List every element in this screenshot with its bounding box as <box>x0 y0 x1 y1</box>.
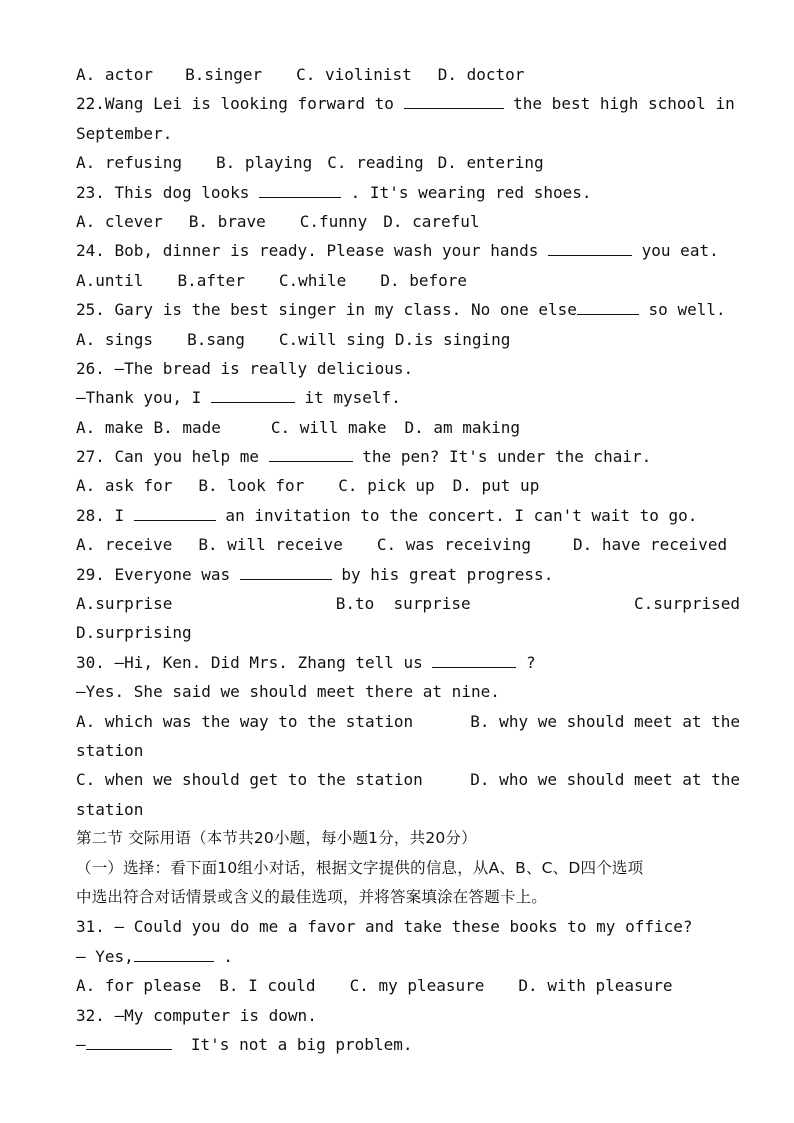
stem-text: . <box>213 946 234 966</box>
stem-text: 24. Bob, dinner is ready. Please wash your hands <box>76 241 549 261</box>
section-instructions: （一）选择：看下面10组小对话，根据文字提供的信息，从A、B、C、D四个选项 <box>76 858 644 877</box>
answer-blank <box>211 384 295 403</box>
option: C.while <box>278 270 347 290</box>
option: D. entering <box>437 153 544 173</box>
option: A.until <box>76 270 144 290</box>
option: A. actor <box>76 65 154 84</box>
q29-option-d: D.surprising <box>76 623 192 643</box>
q31-options <box>76 971 740 1000</box>
option: C.funny <box>299 211 368 231</box>
option: A. for please <box>76 976 202 996</box>
q21-options <box>76 60 740 89</box>
q22-stem-cont: September. <box>76 123 173 143</box>
option: C.surprised <box>634 594 740 614</box>
option: A. receive <box>76 535 173 555</box>
option: B. I could <box>219 976 316 996</box>
q32-line1: 32. —My computer is down. <box>76 1005 317 1025</box>
stem-text: 22.Wang Lei is looking forward to <box>76 94 404 114</box>
q30-stem <box>76 648 740 677</box>
option: B.after <box>177 270 245 290</box>
answer-blank <box>86 1031 172 1050</box>
q22-options <box>76 148 740 177</box>
stem-text: — <box>76 1034 86 1054</box>
stem-text: 27. Can you help me <box>76 447 269 467</box>
option: B.sang <box>187 329 245 349</box>
stem-text: ? <box>516 652 536 672</box>
q28-options <box>76 530 740 559</box>
stem-text: 25. Gary is the best singer in my class. No one else <box>76 300 577 320</box>
answer-blank <box>548 237 632 256</box>
option: B. why we should meet at the <box>470 711 740 731</box>
stem-text: 23. This dog looks <box>76 182 260 202</box>
q24-options <box>76 266 740 295</box>
stem-text: you eat. <box>632 241 719 261</box>
q32-line2 <box>76 1030 740 1059</box>
option: A. refusing <box>76 153 182 173</box>
stem-text: 28. I <box>76 505 134 525</box>
option: B. playing <box>215 153 313 173</box>
stem-text: an invitation to the concert. I can't wait to go. <box>215 505 698 525</box>
stem-text: 29. Everyone was <box>76 564 240 584</box>
option: D. have received <box>572 535 728 555</box>
option: B. brave <box>188 211 266 231</box>
option: C.will sing <box>278 329 385 349</box>
q31-line1: 31. — Could you do me a favor and take these books to my office? <box>76 917 693 937</box>
q30-reply: —Yes. She said we should meet there at nine. <box>76 682 500 702</box>
option: D.is singing <box>394 329 511 349</box>
section-heading: 第二节 交际用语（本节共20小题，每小题1分，共20分） <box>76 829 477 848</box>
option: D. careful <box>383 211 480 231</box>
q30-option-b-cont: station <box>76 740 144 760</box>
answer-blank <box>240 561 332 580</box>
q29-stem <box>76 560 740 589</box>
option: A. make <box>76 417 144 437</box>
answer-blank <box>134 943 214 962</box>
option: D. put up <box>452 476 540 496</box>
option: D. doctor <box>437 65 525 84</box>
q26-line1: 26. —The bread is really delicious. <box>76 358 414 378</box>
q27-options <box>76 471 740 500</box>
option: A. clever <box>76 211 163 231</box>
option: C. when we should get to the station <box>76 770 423 790</box>
stem-text: 30. —Hi, Ken. Did Mrs. Zhang tell us <box>76 652 433 672</box>
answer-blank <box>269 443 353 462</box>
option: D. am making <box>404 417 521 437</box>
answer-blank <box>259 179 341 198</box>
option: B. look for <box>198 476 305 496</box>
answer-blank <box>404 90 504 109</box>
option: C. reading <box>327 153 424 173</box>
option: C. was receiving <box>376 535 531 555</box>
q23-stem <box>76 178 740 207</box>
q29-options <box>76 589 740 618</box>
option: A. ask for <box>76 476 173 496</box>
option: B. will receive <box>198 535 343 555</box>
q26-options <box>76 413 740 442</box>
option: D. with pleasure <box>518 976 673 996</box>
exam-page <box>76 60 740 1059</box>
stem-text: —Thank you, I <box>76 388 211 408</box>
stem-text: by his great progress. <box>331 564 554 584</box>
option: A. sings <box>76 329 154 349</box>
stem-text: It's not a big problem. <box>171 1034 413 1054</box>
option: D. before <box>380 270 468 290</box>
stem-text: . It's wearing red shoes. <box>341 182 592 202</box>
stem-text: — Yes, <box>76 946 134 966</box>
answer-blank <box>134 502 216 521</box>
option: C. violinist <box>296 65 412 84</box>
option: C. my pleasure <box>349 976 485 996</box>
answer-blank <box>577 296 639 315</box>
stem-text: it myself. <box>294 388 401 408</box>
q25-options <box>76 325 740 354</box>
option: C. will make <box>270 417 387 437</box>
q23-options <box>76 207 740 236</box>
option: B.to surprise <box>335 594 471 614</box>
option: B. made <box>153 417 221 437</box>
option: C. pick up <box>338 476 435 496</box>
section-instructions-cont: 中选出符合对话情景或含义的最佳选项，并将答案填涂在答题卡上。 <box>76 887 548 906</box>
answer-blank <box>432 649 516 668</box>
q25-stem <box>76 295 740 324</box>
stem-text: the pen? It's under the chair. <box>352 447 652 467</box>
q28-stem <box>76 501 740 530</box>
q30-options-cd <box>76 765 740 794</box>
stem-text: the best high school in <box>503 94 735 114</box>
q27-stem <box>76 442 740 471</box>
q31-line2 <box>76 942 740 971</box>
option: D. who we should meet at the <box>470 770 740 790</box>
q30-options-ab <box>76 707 740 736</box>
option: A. which was the way to the station <box>76 711 414 731</box>
option: A.surprise <box>76 594 173 614</box>
stem-text: so well. <box>638 300 726 320</box>
q22-stem <box>76 89 740 118</box>
q24-stem <box>76 236 740 265</box>
q26-line2 <box>76 383 740 412</box>
q30-option-d-cont: station <box>76 799 144 819</box>
option: B.singer <box>185 65 263 84</box>
